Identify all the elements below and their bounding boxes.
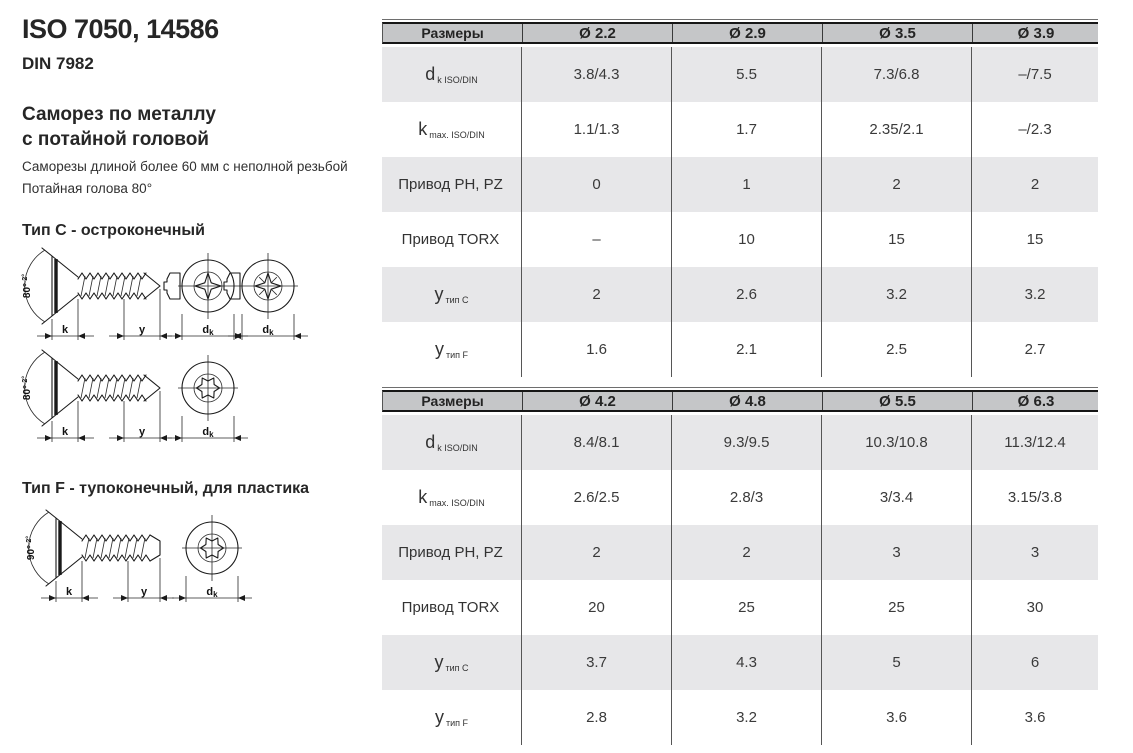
table-body xyxy=(382,415,1098,745)
value-cell: 2 xyxy=(522,267,672,322)
value-cell: 25 xyxy=(822,580,972,635)
torx-head-view xyxy=(168,355,248,442)
product-description xyxy=(22,156,348,200)
dim-label-dk: dk xyxy=(202,426,214,439)
header-cell-sizes: Размеры xyxy=(383,24,523,42)
row-label: d k ISO/DIN xyxy=(382,47,522,102)
dim-label-y: y xyxy=(138,426,146,438)
value-cell: 7.3/6.8 xyxy=(822,47,972,102)
value-cell: 1.7 xyxy=(672,102,822,157)
row-label: y тип C xyxy=(382,267,522,322)
value-cell: – xyxy=(522,212,672,267)
screw-side-view xyxy=(21,248,172,340)
din-subtitle: DIN 7982 xyxy=(22,54,94,73)
angle-label: 80°$^{-2^\circ}$ xyxy=(22,273,33,299)
table-top-rule xyxy=(382,19,1098,20)
table-row xyxy=(382,635,1098,690)
ph-head-view xyxy=(164,253,248,340)
description-line2: Потайная голова 80° xyxy=(22,181,153,196)
table-row xyxy=(382,267,1098,322)
value-cell: 2.6/2.5 xyxy=(522,470,672,525)
dim-label-k: k xyxy=(61,426,69,438)
table-row xyxy=(382,322,1098,377)
value-cell: 4.3 xyxy=(672,635,822,690)
value-cell: –/7.5 xyxy=(1018,66,1052,83)
value-cell: 0 xyxy=(522,157,672,212)
value-cell: 1 xyxy=(672,157,822,212)
dim-label-dk: dk xyxy=(202,324,214,337)
row-label: k max. ISO/DIN xyxy=(382,470,522,525)
dim-label-dk: dk xyxy=(262,324,274,337)
value-cell: 5.5 xyxy=(672,47,822,102)
value-cell: 30 xyxy=(1026,599,1044,616)
product-name-line1: Саморез по металлу xyxy=(22,104,216,125)
value-cell: 2.6 xyxy=(672,267,822,322)
row-label: Привод PH, PZ xyxy=(382,157,522,212)
table-header-row xyxy=(382,390,1098,412)
pz-head-view xyxy=(224,253,308,340)
type-c-heading: Тип C - остроконечный xyxy=(22,222,205,239)
header-cell-diameter: Ø 4.2 xyxy=(523,392,673,410)
header-cell-diameter: Ø 2.9 xyxy=(673,24,823,42)
description-line1: Саморезы длиной более 60 мм с неполной резьбой xyxy=(22,159,348,174)
dim-label-y: y xyxy=(140,586,148,598)
value-cell: 9.3/9.5 xyxy=(672,415,822,470)
value-cell: 2.8 xyxy=(522,690,672,745)
dim-label-y: y xyxy=(138,324,146,336)
value-cell: 6 xyxy=(1030,654,1040,671)
header-cell-sizes: Размеры xyxy=(383,392,523,410)
product-name xyxy=(22,102,216,152)
table-row xyxy=(382,525,1098,580)
value-cell: 2.1 xyxy=(672,322,822,377)
value-cell: 11.3/12.4 xyxy=(1004,434,1066,451)
table-row xyxy=(382,47,1098,102)
header-cell-diameter: Ø 3.9 xyxy=(1017,24,1055,42)
value-cell: 3.6 xyxy=(1024,709,1046,726)
value-cell: 15 xyxy=(822,212,972,267)
dimensions-table-2 xyxy=(382,387,1098,745)
table-row xyxy=(382,102,1098,157)
type-f-drawing xyxy=(22,508,262,613)
product-name-line2: с потайной головой xyxy=(22,129,209,150)
header-cell-diameter: Ø 4.8 xyxy=(673,392,823,410)
angle-label: 90°$^{-2^\circ}$ xyxy=(26,535,37,561)
value-cell: 3.2 xyxy=(822,267,972,322)
value-cell: 2 xyxy=(822,157,972,212)
value-cell: 1.1/1.3 xyxy=(522,102,672,157)
dimensions-table-1 xyxy=(382,19,1098,377)
row-label: Привод TORX xyxy=(382,212,522,267)
dim-label-k: k xyxy=(65,586,73,598)
value-cell: 2.7 xyxy=(1024,341,1046,358)
row-label: Привод TORX xyxy=(382,580,522,635)
table-header-row xyxy=(382,22,1098,44)
row-label: y тип F xyxy=(382,690,522,745)
value-cell: 10 xyxy=(672,212,822,267)
value-cell: 3/3.4 xyxy=(822,470,972,525)
value-cell: 20 xyxy=(522,580,672,635)
value-cell: 10.3/10.8 xyxy=(822,415,972,470)
table-row xyxy=(382,212,1098,267)
value-cell: 3.8/4.3 xyxy=(522,47,672,102)
value-cell: 15 xyxy=(1026,231,1044,248)
table-row xyxy=(382,415,1098,470)
left-panel xyxy=(22,0,380,753)
value-cell: 1.6 xyxy=(522,322,672,377)
value-cell: 8.4/8.1 xyxy=(522,415,672,470)
type-f-heading: Тип F - тупоконечный, для пластика xyxy=(22,480,310,497)
table-row xyxy=(382,580,1098,635)
value-cell: 3.6 xyxy=(822,690,972,745)
value-cell: 3.15/3.8 xyxy=(1007,489,1063,506)
value-cell: 2.5 xyxy=(822,322,972,377)
row-label: y тип F xyxy=(382,322,522,377)
row-label: k max. ISO/DIN xyxy=(382,102,522,157)
page-title: ISO 7050, 14586 xyxy=(22,14,219,44)
value-cell: 3.2 xyxy=(1024,286,1046,303)
value-cell: 3.7 xyxy=(522,635,672,690)
value-cell: 2 xyxy=(522,525,672,580)
row-label: d k ISO/DIN xyxy=(382,415,522,470)
value-cell: 2 xyxy=(672,525,822,580)
dim-label-dk: dk xyxy=(206,586,218,599)
value-cell: 2.35/2.1 xyxy=(822,102,972,157)
angle-label: 80°$^{-2^\circ}$ xyxy=(22,375,33,401)
row-label: y тип C xyxy=(382,635,522,690)
type-c-drawing-torx xyxy=(18,348,258,448)
header-cell-diameter: Ø 5.5 xyxy=(823,392,973,410)
screw-side-view xyxy=(21,350,172,442)
value-cell: 3 xyxy=(1030,544,1040,561)
value-cell: 2.8/3 xyxy=(672,470,822,525)
value-cell: 5 xyxy=(822,635,972,690)
table-row xyxy=(382,157,1098,212)
value-cell: 3 xyxy=(822,525,972,580)
table-body xyxy=(382,47,1098,377)
table-row xyxy=(382,690,1098,745)
type-c-drawing-ph-pz xyxy=(18,246,310,346)
torx-head-view xyxy=(172,515,252,602)
screw-side-view xyxy=(25,510,174,602)
header-cell-diameter: Ø 6.3 xyxy=(1017,392,1055,410)
table-top-rule xyxy=(382,387,1098,388)
value-cell: 25 xyxy=(672,580,822,635)
header-cell-diameter: Ø 3.5 xyxy=(823,24,973,42)
row-label: Привод PH, PZ xyxy=(382,525,522,580)
table-row xyxy=(382,470,1098,525)
value-cell: –/2.3 xyxy=(1018,121,1052,138)
dim-label-k: k xyxy=(61,324,69,336)
header-cell-diameter: Ø 2.2 xyxy=(523,24,673,42)
value-cell: 2 xyxy=(1030,176,1040,193)
value-cell: 3.2 xyxy=(672,690,822,745)
